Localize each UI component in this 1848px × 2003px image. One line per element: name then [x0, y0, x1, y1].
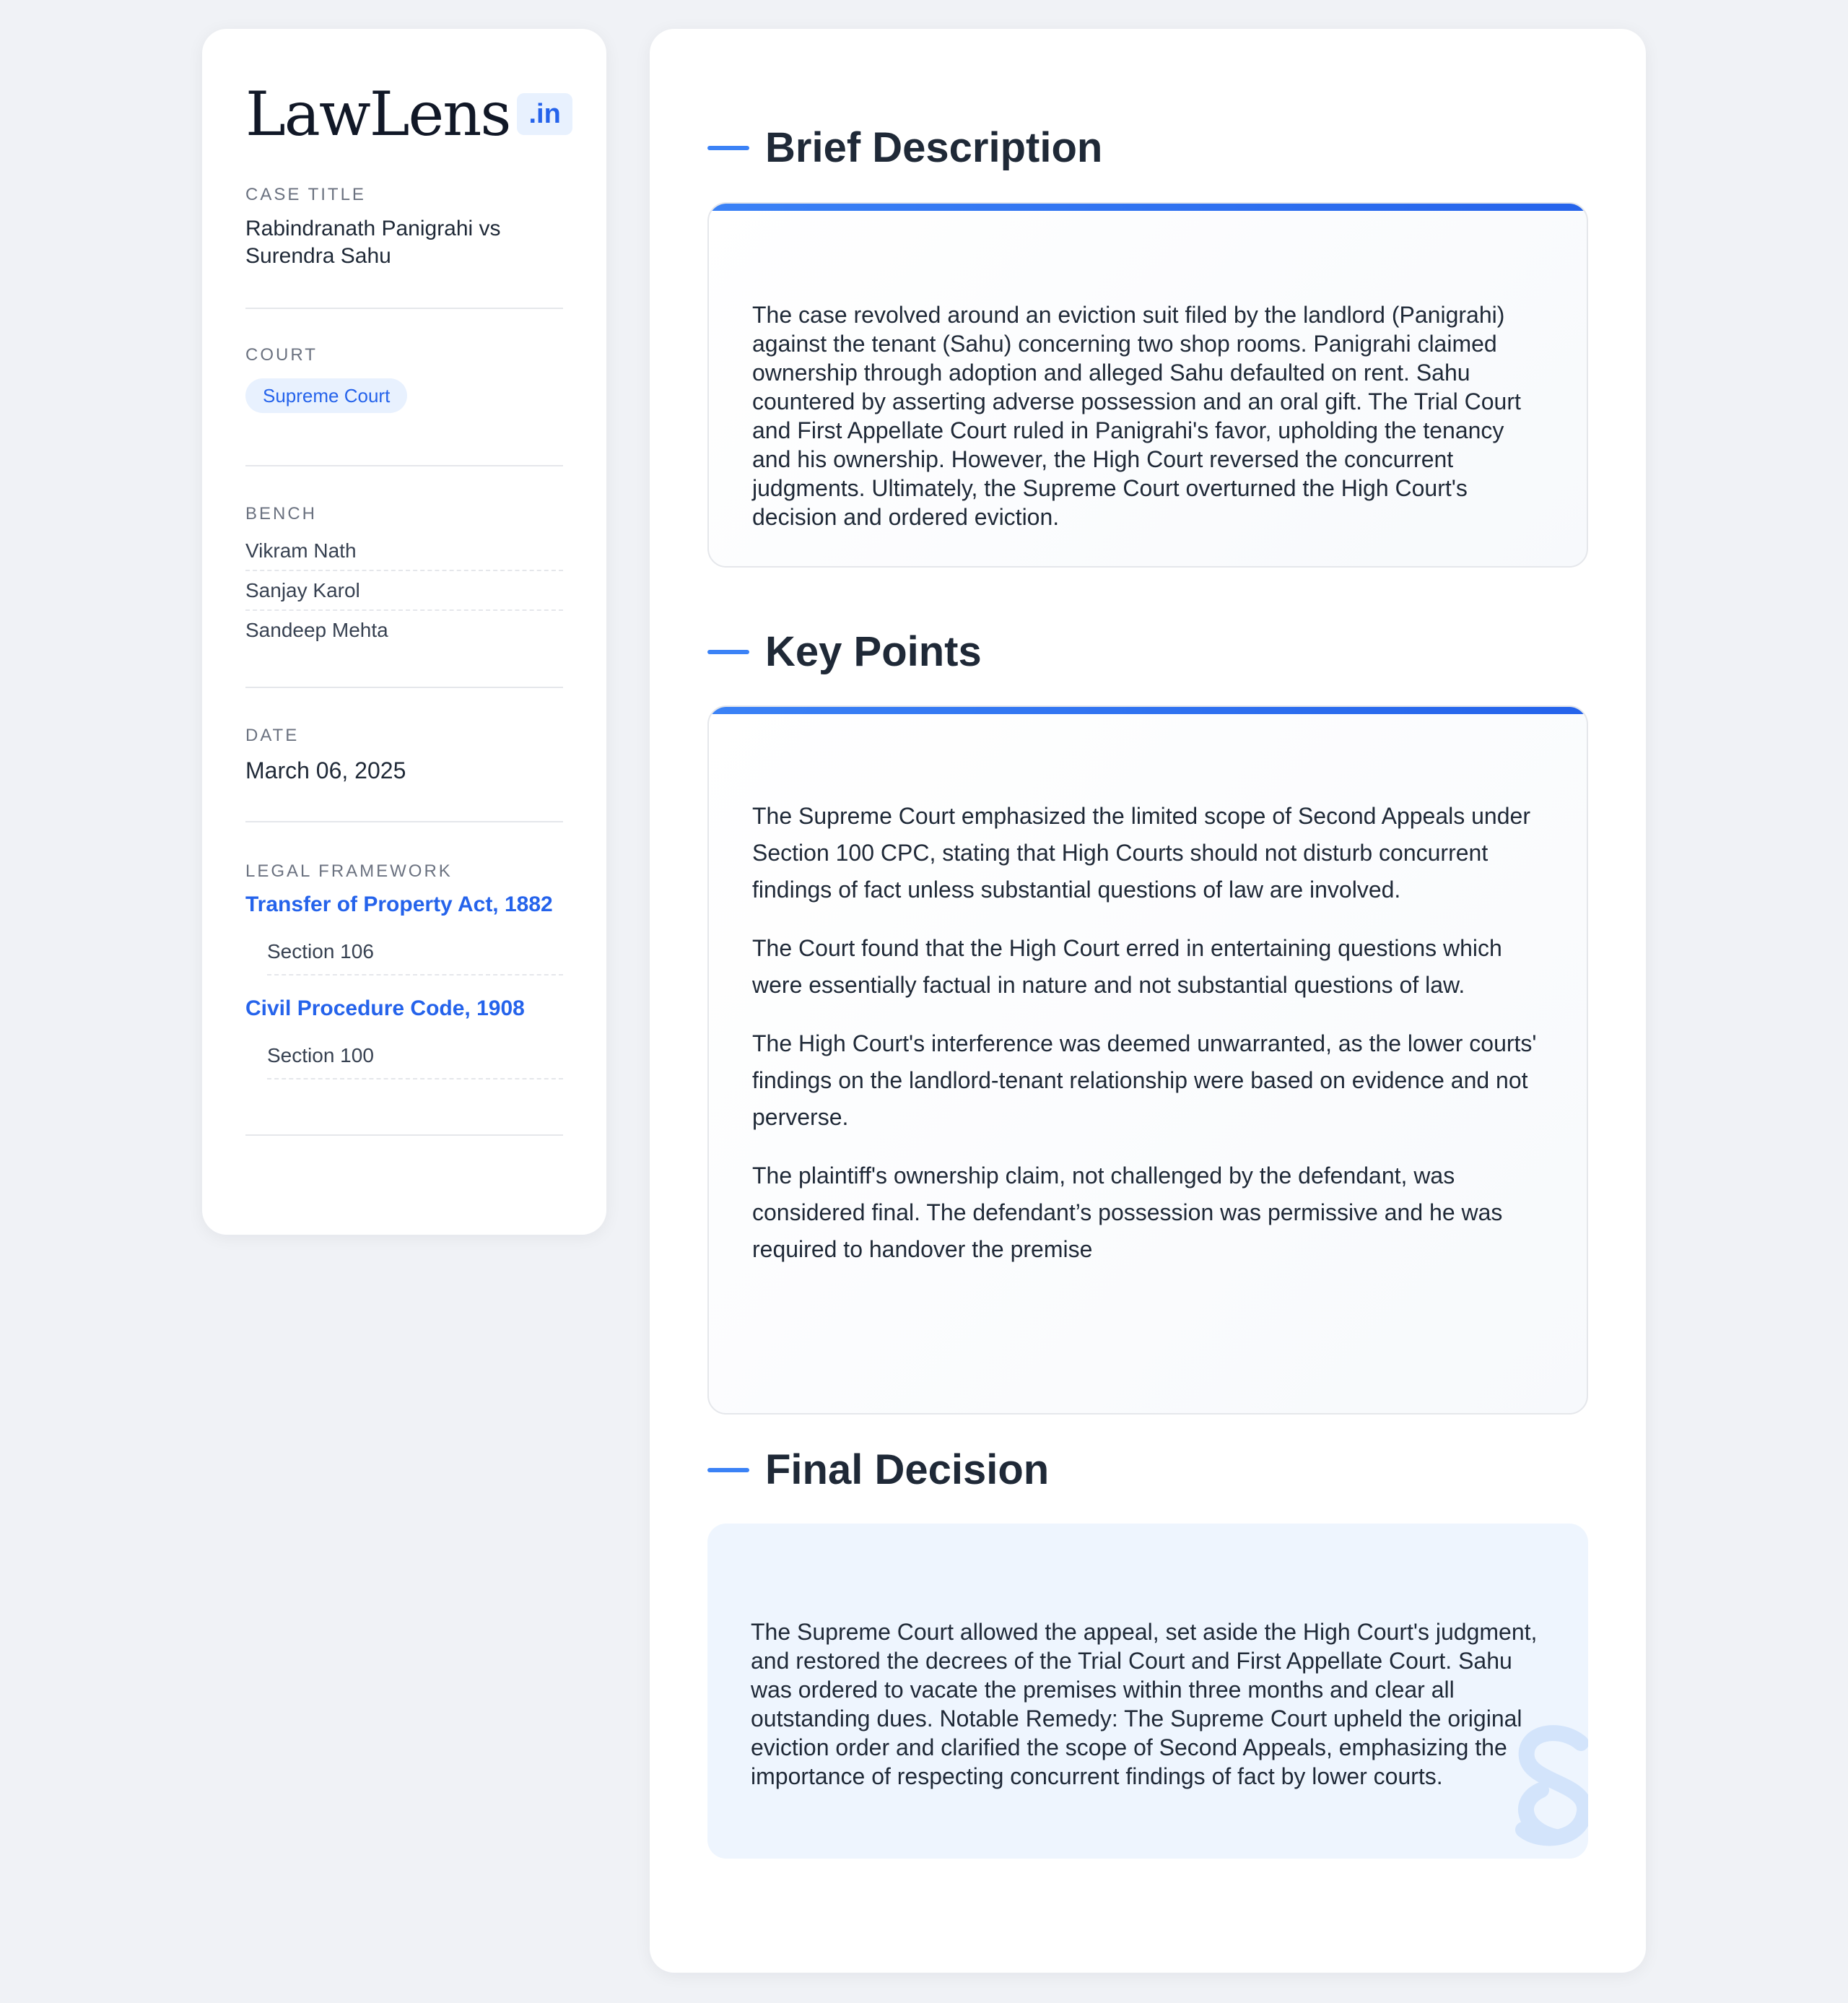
case-title-section [245, 186, 563, 309]
final-decision-card [707, 1524, 1588, 1859]
court-badge: Supreme Court [245, 378, 407, 413]
key-point-item: The Court found that the High Court erred in entertaining questions which were essentially factual in nature and not substantial questions of law. [752, 935, 1502, 998]
bench-judge: Sanjay Karol [245, 571, 563, 611]
heading-accent-bar [707, 1468, 749, 1472]
final-decision-heading [707, 1445, 1049, 1495]
act-sections-list [267, 928, 563, 976]
key-points-heading [707, 627, 982, 677]
date-label: DATE [245, 726, 300, 745]
final-decision-title: Final Decision [765, 1446, 1050, 1493]
bench-section [245, 466, 563, 688]
court-section [245, 309, 563, 466]
court-label: COURT [245, 345, 318, 365]
case-content-panel [650, 29, 1646, 1973]
bench-judge: Vikram Nath [245, 531, 563, 571]
brand-tld-badge: .in [517, 93, 572, 135]
act-link[interactable]: Transfer of Property Act, 1882 [245, 892, 553, 916]
brief-description-title: Brief Description [765, 124, 1103, 171]
date-section [245, 688, 563, 822]
brief-description-card [707, 202, 1588, 568]
act-section-item: Section 100 [267, 1032, 563, 1079]
act-link[interactable]: Civil Procedure Code, 1908 [245, 996, 525, 1020]
case-title-label: CASE TITLE [245, 185, 366, 204]
key-point-item: The plaintiff's ownership claim, not challenged by the defendant, was considered final. The defendant’s possession was permissive and he was required to handover the premise [752, 1163, 1503, 1262]
legal-framework-label: LEGAL FRAMEWORK [245, 861, 453, 881]
legal-framework-section [245, 822, 563, 1136]
key-point-item: The Supreme Court emphasized the limited scope of Second Appeals under Section 100 CPC, stating that High Courts should not disturb concurrent findings of fact unless substantial questions of law are involved. [752, 803, 1530, 903]
key-points-card [707, 705, 1588, 1415]
bench-judge: Sandeep Mehta [245, 619, 388, 641]
act-section-item: Section 106 [267, 928, 563, 976]
card-accent-bar [709, 707, 1587, 714]
bench-label: BENCH [245, 504, 318, 523]
card-accent-bar [709, 204, 1587, 211]
act-sections-list [267, 1032, 563, 1079]
heading-accent-bar [707, 146, 749, 150]
key-point-item: The High Court's interference was deemed unwarranted, as the lower courts' findings on the landlord-tenant relationship were based on evidence and not perverse. [752, 1030, 1537, 1130]
brief-description-text: The case revolved around an eviction suit filed by the landlord (Panigrahi) against the tenant (Sahu) concerning two shop rooms. Panigrahi claimed ownership through adoption and alleged Sahu defaulted on rent. Sahu countered by asserting adverse possession and an oral gift. The Trial Court and First Appellate Court ruled in Panigrahi's favor, upholding the tenancy and his ownership. However, the High Court reversed the concurrent judgments. Ultimately, the Supreme Court overturned the High Court's decision and ordered eviction. [752, 302, 1521, 530]
brief-description-heading [707, 123, 1102, 173]
case-title: Rabindranath Panigrahi vs Surendra Sahu [245, 217, 501, 268]
judgment-date: March 06, 2025 [245, 757, 406, 783]
final-decision-text: The Supreme Court allowed the appeal, set aside the High Court's judgment, and restored the decrees of the Trial Court and First Appellate Court. Sahu was ordered to vacate the premises within three months and clear all outstanding dues. Notable Remedy: The Supreme Court upheld the original eviction order and clarified the scope of Second Appeals, emphasizing the importance of respecting concurrent findings of fact by lower courts. [751, 1619, 1538, 1789]
brand-name: LawLens [245, 79, 510, 149]
brand-logo[interactable] [245, 78, 563, 150]
key-points-title: Key Points [765, 628, 982, 675]
case-sidebar [202, 29, 606, 1235]
section-sign-icon [1502, 1721, 1588, 1859]
heading-accent-bar [707, 650, 749, 654]
